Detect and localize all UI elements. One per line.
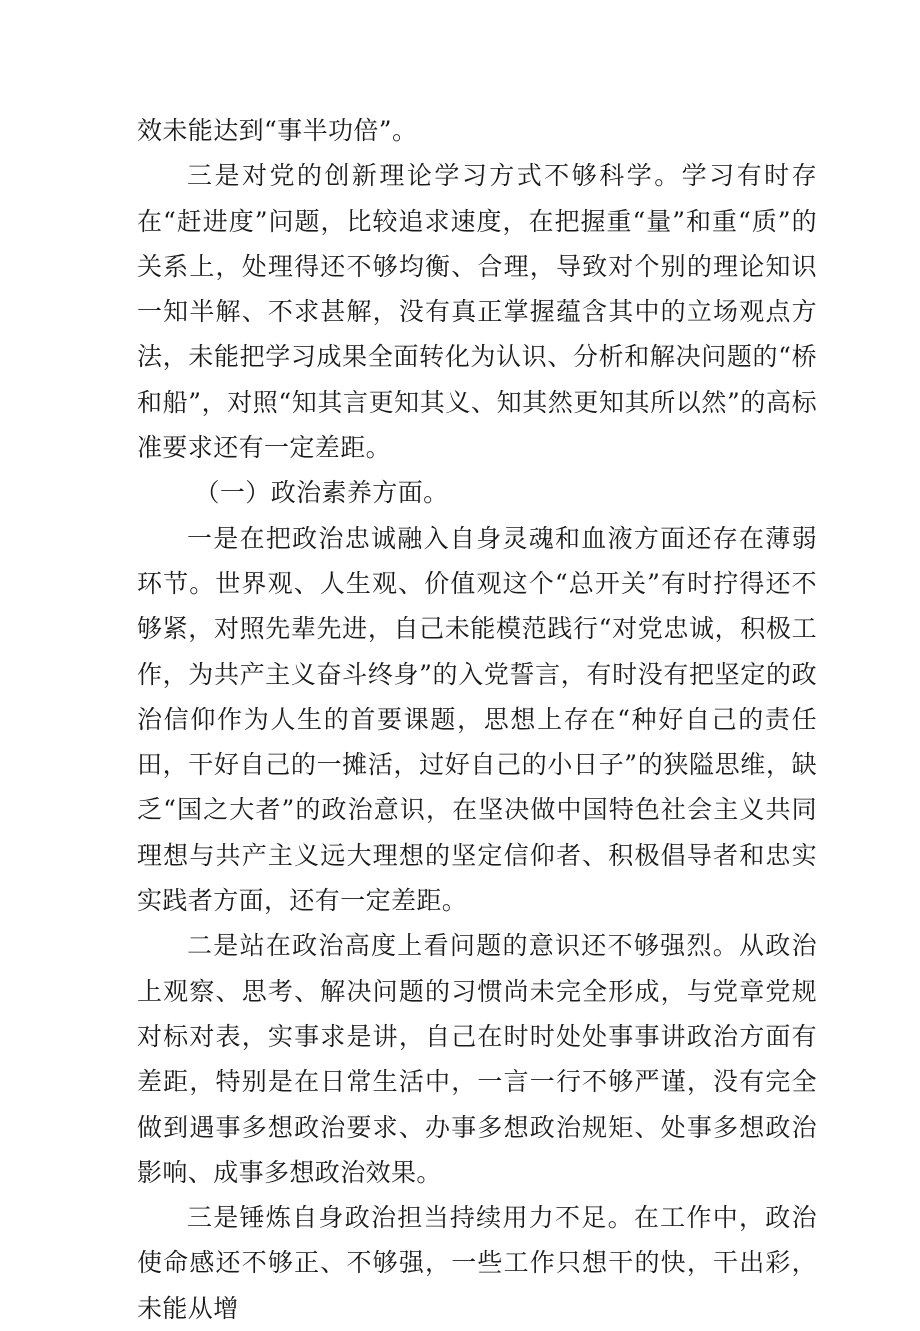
document-body [137,108,817,1331]
paragraph-political-awareness: 二是站在政治高度上看问题的意识还不够强烈。从政治上观察、思考、解决问题的习惯尚未完全形成，与党章党规对标对表，实事求是讲，自己在时时处处事事讲政治方面有差距，特别是在日常生活中，一言一行不够严谨，没有完全做到遇事多想政治要求、办事多想政治规矩、处事多想政治影响、成事多想政治效果。 [137,931,817,1187]
paragraph-political-loyalty: 一是在把政治忠诚融入自身灵魂和血液方面还存在薄弱环节。世界观、人生观、价值观这个“总开关”有时拧得还不够紧，对照先辈先进，自己未能模范践行“对党忠诚，积极工作，为共产主义奋斗终身”的入党誓言，有时没有把坚定的政治信仰作为人生的首要课题，思想上存在“种好自己的责任田，干好自己的一摊活，过好自己的小日子”的狭隘思维，缺乏“国之大者”的政治意识，在坚决做中国特色社会主义共同理想与共产主义远大理想的坚定信仰者、积极倡导者和忠实实践者方面，还有一定差距。 [137,523,817,916]
paragraph-continuation: 效未能达到“事半功倍”。 [137,116,418,145]
paragraph-study-method: 三是对党的创新理论学习方式不够科学。学习有时存在“赶进度”问题，比较追求速度，在把握重“量”和重“质”的关系上，处理得还不够均衡、合理，导致对个别的理论知识一知半解、不求甚解，没有真正掌握蕴含其中的立场观点方法，未能把学习成果全面转化为认识、分析和解决问题的“桥和船”，对照“知其言更知其义、知其然更知其所以然”的高标准要求还有一定差距。 [137,161,817,463]
paragraph-political-responsibility: 三是锤炼自身政治担当持续用力不足。在工作中，政治使命感还不够正、不够强，一些工作只想干的快，干出彩，未能从增 [137,1203,817,1323]
section-heading-political-literacy: （一）政治素养方面。 [194,478,449,508]
